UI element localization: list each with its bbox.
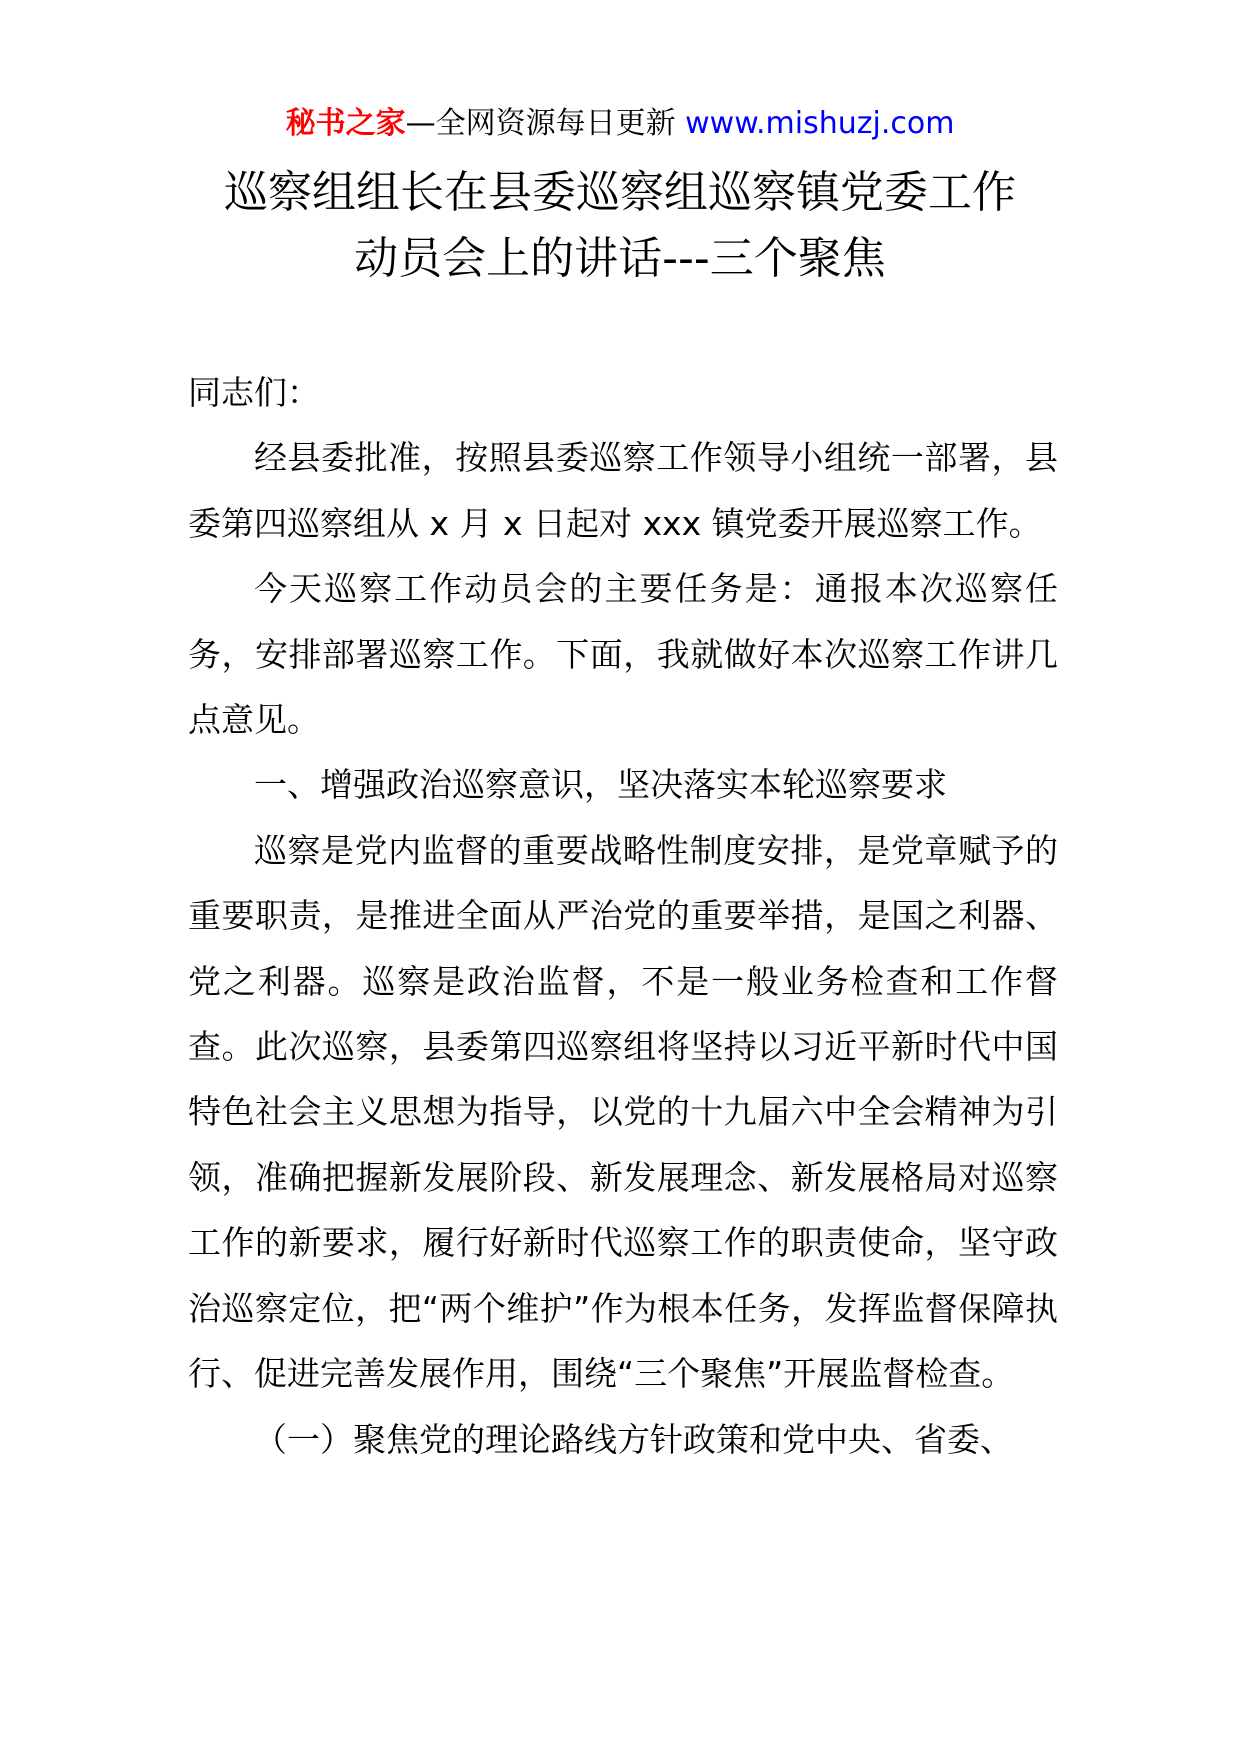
brand-name: 秘书之家 bbox=[285, 106, 406, 141]
paragraph-3: 巡察是党内监督的重要战略性制度安排，是党章赋予的重要职责，是推进全面从严治党的重要举措，是国之利器、党之利器。巡察是政治监督，不是一般业务检查和工作督查。此次巡察，县委第四巡察组将坚持以习近平新时代中国特色社会主义思想为指导，以党的十九届六中全会精神为引领，准确把握新发展阶段、新发展理念、新发展格局对巡察工作的新要求，履行好新时代巡察工作的职责使命，坚守政治巡察定位，把“两个维护”作为根本任务，发挥监督保障执行、促进完善发展作用，围绕“三个聚焦”开展监督检查。 bbox=[188, 830, 1058, 1394]
paragraph-4: （一）聚焦党的理论路线方针政策和党中央、省委、 bbox=[254, 1419, 1013, 1459]
header-slogan: —全网资源每日更新 bbox=[405, 106, 686, 141]
site-url-link[interactable]: www.mishuzj.com bbox=[685, 106, 955, 141]
section-heading-1: 一、增强政治巡察意识，坚决落实本轮巡察要求 bbox=[254, 765, 947, 805]
document-body bbox=[188, 360, 1058, 1472]
title-line-1: 巡察组组长在县委巡察组巡察镇党委工作 bbox=[224, 167, 1016, 218]
salutation: 同志们： bbox=[188, 373, 320, 412]
site-header bbox=[0, 104, 1240, 144]
paragraph-1: 经县委批准，按照县委巡察工作领导小组统一部署，县委第四巡察组从 x 月 x 日起对 xxx 镇党委开展巡察工作。 bbox=[188, 438, 1058, 543]
title-line-2: 动员会上的讲话---三个聚焦 bbox=[354, 233, 886, 284]
paragraph-2: 今天巡察工作动员会的主要任务是：通报本次巡察任务，安排部署巡察工作。下面，我就做好本次巡察工作讲几点意见。 bbox=[188, 569, 1058, 740]
document-title bbox=[150, 160, 1090, 292]
